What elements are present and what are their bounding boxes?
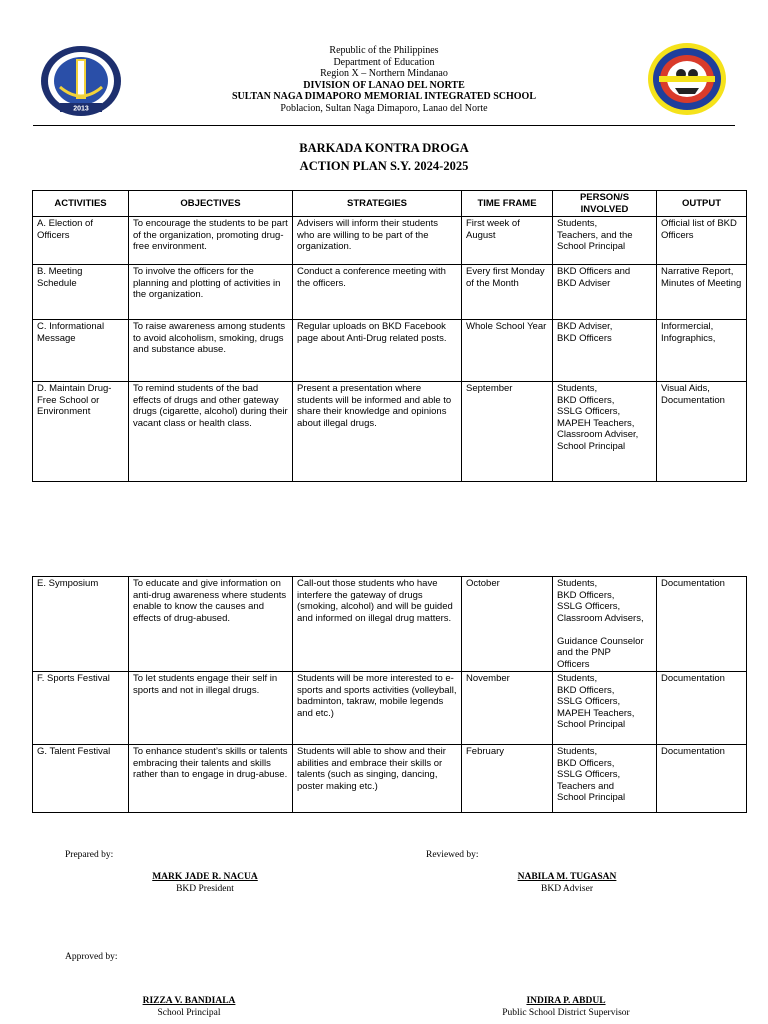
- title-line-2: ACTION PLAN S.Y. 2024-2025: [299, 159, 469, 173]
- activity-cell: G. Talent Festival: [33, 745, 129, 813]
- col-header-time-frame: TIME FRAME: [462, 191, 553, 217]
- col-header-output: OUTPUT: [657, 191, 747, 217]
- person-line: BKD Officers,: [557, 684, 615, 696]
- table-row: [33, 320, 747, 382]
- person-line: BKD Adviser,: [557, 321, 613, 332]
- time-frame-cell: February: [462, 745, 553, 813]
- person-line: Guidance Counselor: [557, 635, 644, 647]
- activity-cell: C. Informational Message: [33, 320, 129, 382]
- output-cell: Documentation: [657, 672, 747, 745]
- person-line: Students,: [557, 578, 598, 589]
- strategy-cell: Advisers will inform their students who are willing to be part of the organization.: [293, 217, 462, 265]
- strategy-cell: Conduct a conference meeting with the officers.: [293, 265, 462, 320]
- title-line-1: BARKADA KONTRA DROGA: [299, 141, 469, 155]
- approved1-name: RIZZA V. BANDIALA: [142, 996, 236, 1006]
- person-line: BKD Officers,: [557, 394, 615, 406]
- reviewed-signature-block: [492, 871, 642, 895]
- prepared-name: MARK JADE R. NACUA: [152, 872, 258, 882]
- persons-involved-cell: [553, 672, 657, 745]
- address-line: Poblacion, Sultan Naga Dimaporo, Lanao del Norte: [280, 102, 488, 114]
- prepared-role: BKD President: [176, 884, 234, 894]
- school-name: SULTAN NAGA DIMAPORO MEMORIAL INTEGRATED SCHOOL: [231, 91, 537, 102]
- person-line: and the PNP: [557, 647, 611, 658]
- seal-year: 2013: [73, 105, 89, 113]
- time-frame-cell: Every first Monday of the Month: [462, 265, 553, 320]
- activity-cell: D. Maintain Drug-Free School or Environment: [33, 382, 129, 482]
- prepared-signature-block: [130, 871, 280, 895]
- persons-involved-cell: [553, 217, 657, 265]
- objective-cell: To involve the officers for the planning and plotting of activities in the organization.: [129, 265, 293, 320]
- col-header-objectives: OBJECTIVES: [129, 191, 293, 217]
- person-line: Classroom Adviser,: [557, 429, 639, 440]
- approved2-name: INDIRA P. ABDUL: [526, 996, 606, 1006]
- person-line: MAPEH Teachers,: [557, 417, 635, 429]
- table-row: [33, 265, 747, 320]
- approved-signature-block-2: [476, 995, 656, 1019]
- person-line: Classroom Advisers,: [557, 612, 644, 624]
- reviewed-name: NABILA M. TUGASAN: [517, 872, 617, 882]
- activity-cell: E. Symposium: [33, 577, 129, 672]
- col-header-strategies: STRATEGIES: [293, 191, 462, 217]
- reviewed-role: BKD Adviser: [541, 884, 593, 894]
- time-frame-cell: October: [462, 577, 553, 672]
- approved1-role: School Principal: [157, 1008, 221, 1018]
- output-cell: Informercial, Infographics,: [657, 320, 747, 382]
- division-line: DIVISION OF LANAO DEL NORTE: [303, 79, 465, 91]
- person-line: Teachers and: [557, 780, 615, 792]
- person-line: School Principal: [557, 440, 626, 452]
- person-line: BKD Officers and: [557, 266, 631, 277]
- objective-cell: To encourage the students to be part of the organization, promoting drug-free environment.: [129, 217, 293, 265]
- reviewed-by-label: Reviewed by:: [426, 850, 479, 860]
- person-line: SSLG Officers,: [557, 696, 621, 707]
- strategy-cell: Students will able to show and their abilities and embrace their skills or talents (such as singing, dancing, poster making etc.): [293, 745, 462, 813]
- persons-involved-cell: [553, 265, 657, 320]
- table-row: [33, 217, 747, 265]
- person-line: SSLG Officers,: [557, 769, 621, 780]
- output-cell: Documentation: [657, 577, 747, 672]
- table-row: [33, 745, 747, 813]
- action-plan-table-1: [32, 190, 747, 482]
- person-line: SSLG Officers,: [557, 406, 621, 417]
- letterhead: [0, 45, 768, 114]
- person-line: Students,: [557, 218, 598, 229]
- person-line: BKD Officers,: [557, 589, 615, 601]
- table-row: [33, 577, 747, 672]
- strategy-cell: Call-out those students who have interfere the gateway of drugs (smoking, alcohol) and will be guided and informed on illegal drug matters.: [293, 577, 462, 672]
- table-row: [33, 672, 747, 745]
- person-line: BKD Officers,: [557, 757, 615, 769]
- document-title: [0, 139, 768, 175]
- person-line: School Principal: [557, 241, 626, 252]
- objective-cell: To educate and give information on anti-drug awareness where students enable to know the causes and effects of drug-abused.: [129, 577, 293, 672]
- person-line: BKD Officers: [557, 332, 612, 344]
- person-line: Students,: [557, 673, 598, 684]
- col-header-persons: PERSON/S INVOLVED: [553, 191, 657, 217]
- approved-signature-block-1: [114, 995, 264, 1019]
- person-line: SSLG Officers,: [557, 601, 621, 612]
- objective-cell: To let students engage their self in sports and not in illegal drugs.: [129, 672, 293, 745]
- person-line: Teachers, and the: [557, 229, 633, 241]
- objective-cell: To raise awareness among students to avoid alcoholism, smoking, drugs and substance abuse.: [129, 320, 293, 382]
- strategy-cell: Regular uploads on BKD Facebook page about Anti-Drug related posts.: [293, 320, 462, 382]
- strategy-cell: Students will be more interested to e-sports and sports activities (volleyball, badminton, takraw, mobile legends and etc.): [293, 672, 462, 745]
- person-line: Officers: [557, 658, 590, 670]
- persons-involved-cell: [553, 382, 657, 482]
- objective-cell: To remind students of the bad effects of drugs and other gateway drugs (cigarette, alcohol) during their vacant class or health class.: [129, 382, 293, 482]
- person-line: School Principal: [557, 719, 626, 730]
- time-frame-cell: Whole School Year: [462, 320, 553, 382]
- persons-involved-cell: [553, 320, 657, 382]
- person-line: School Principal: [557, 792, 626, 803]
- prepared-by-label: Prepared by:: [65, 850, 114, 860]
- time-frame-cell: September: [462, 382, 553, 482]
- republic-line: Republic of the Philippines: [329, 45, 439, 56]
- output-cell: Visual Aids, Documentation: [657, 382, 747, 482]
- person-line: Students,: [557, 383, 598, 394]
- time-frame-cell: First week of August: [462, 217, 553, 265]
- person-line: Students,: [557, 746, 598, 757]
- output-cell: Documentation: [657, 745, 747, 813]
- objective-cell: To enhance student’s skills or talents embracing their talents and skills rather than to engage in drug-abuse.: [129, 745, 293, 813]
- department-line: Department of Education: [333, 56, 435, 68]
- person-line: [557, 624, 652, 636]
- persons-involved-cell: [553, 577, 657, 672]
- person-line: BKD Adviser: [557, 277, 611, 289]
- activity-cell: A. Election of Officers: [33, 217, 129, 265]
- persons-involved-cell: [553, 745, 657, 813]
- activity-cell: B. Meeting Schedule: [33, 265, 129, 320]
- approved-by-label: Approved by:: [65, 952, 118, 962]
- approved2-role: Public School District Supervisor: [502, 1008, 630, 1018]
- activity-cell: F. Sports Festival: [33, 672, 129, 745]
- action-plan-table-2: [32, 576, 747, 813]
- col-header-activities: ACTIVITIES: [33, 191, 129, 217]
- time-frame-cell: November: [462, 672, 553, 745]
- output-cell: Official list of BKD Officers: [657, 217, 747, 265]
- region-line: Region X – Northern Mindanao: [320, 68, 448, 79]
- output-cell: Narrative Report, Minutes of Meeting: [657, 265, 747, 320]
- table-row: [33, 382, 747, 482]
- strategy-cell: Present a presentation where students will be informed and able to share their knowledge and opinions about illegal drugs.: [293, 382, 462, 482]
- header-divider: [33, 125, 735, 126]
- person-line: MAPEH Teachers,: [557, 707, 635, 719]
